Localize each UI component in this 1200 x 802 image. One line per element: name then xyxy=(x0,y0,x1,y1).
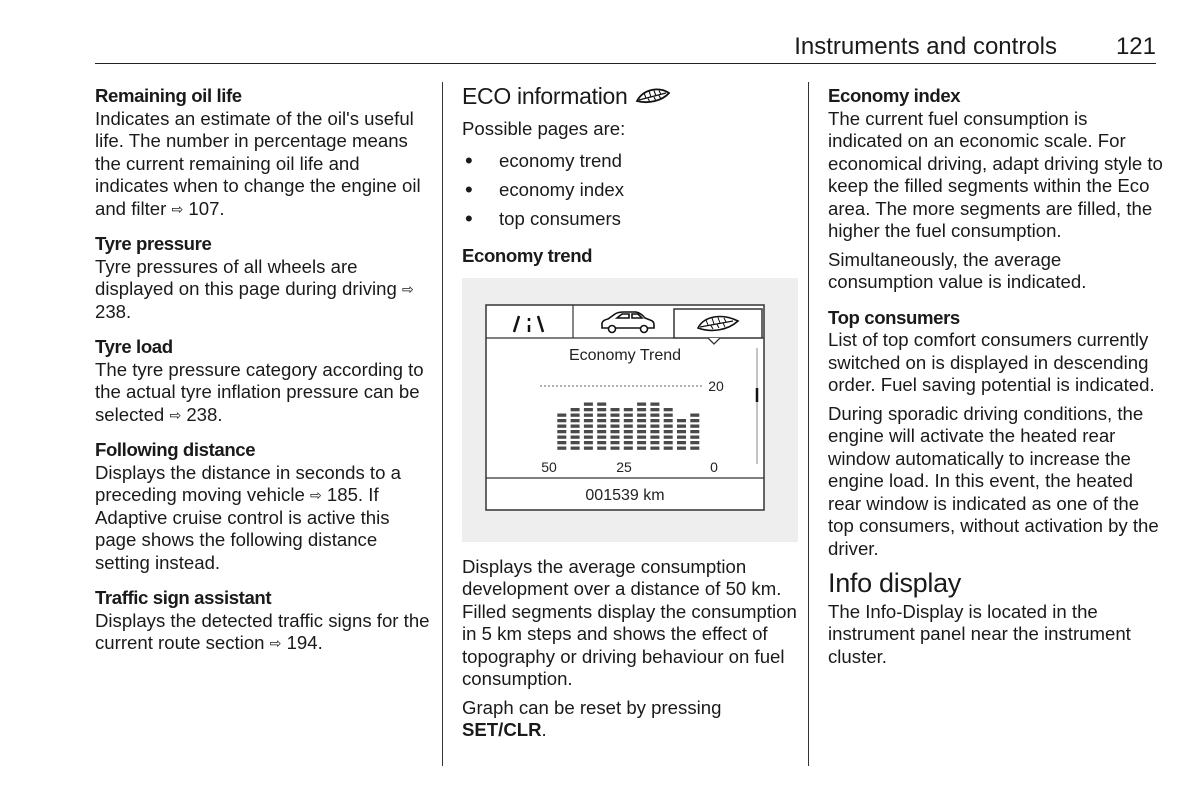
economy-trend-heading: Economy trend xyxy=(462,245,593,266)
section-text: The tyre pressure category according to the actual tyre inflation pressure can be selected ⇨ 238. xyxy=(95,358,424,425)
section-heading: Traffic sign assistant xyxy=(95,587,272,608)
bar-segment xyxy=(664,435,673,438)
page-ref-icon: ⇨ xyxy=(171,200,184,217)
bar-segment xyxy=(624,430,633,433)
bar-segment xyxy=(677,430,686,433)
bar-segment xyxy=(557,441,566,444)
bar-segment xyxy=(557,430,566,433)
bar-segment xyxy=(650,408,659,411)
intro-text: Possible pages are: xyxy=(462,117,626,139)
section-tyre-load xyxy=(95,336,431,426)
bar-segment xyxy=(584,402,593,405)
figure-title: Economy Trend xyxy=(568,346,682,364)
page-list xyxy=(462,146,798,233)
bar-segment xyxy=(597,413,606,416)
paragraph: The Info-Display is located in the instrument panel near the instrument cluster. xyxy=(828,600,1131,667)
tick-label: 50 xyxy=(541,458,557,475)
bar-segment xyxy=(637,402,646,405)
bar-segment xyxy=(571,435,580,438)
bar-segment xyxy=(690,424,699,427)
bar-segment xyxy=(650,424,659,427)
bar-segment xyxy=(650,402,659,405)
column-3 xyxy=(828,85,1164,674)
tick-label: 25 xyxy=(616,458,632,475)
bar-segment xyxy=(611,408,620,411)
bar-segment xyxy=(664,441,673,444)
bar-segment xyxy=(637,419,646,422)
column-divider xyxy=(808,82,809,766)
paragraph: Graph can be reset by pressing SET/CLR. xyxy=(462,696,722,740)
section-text: Indicates an estimate of the oil's useful life. The number in percentage means the current remaining oil life and indicates when to change the engine oil and filter ⇨ 107. xyxy=(95,107,421,219)
bar-segment xyxy=(677,435,686,438)
bar-segment xyxy=(584,424,593,427)
bar-segment xyxy=(571,419,580,422)
bar-segment xyxy=(637,408,646,411)
bar-segment xyxy=(611,430,620,433)
section-text: Displays the distance in seconds to a preceding moving vehicle ⇨ 185. If Adaptive cruise control is active this page shows the following distance setting instead. xyxy=(95,461,401,573)
trend-bar xyxy=(597,402,606,449)
eco-leaf-icon xyxy=(634,86,672,106)
bar-segment xyxy=(677,419,686,422)
bar-segment xyxy=(637,424,646,427)
bar-segment xyxy=(597,446,606,449)
bar-segment xyxy=(557,446,566,449)
running-header-title: Instruments and controls xyxy=(794,33,1057,60)
bar-segment xyxy=(597,402,606,405)
bar-segment xyxy=(690,441,699,444)
bar-segment xyxy=(584,413,593,416)
section-remaining-oil-life xyxy=(95,85,431,220)
bar-segment xyxy=(650,446,659,449)
bar-segment xyxy=(677,424,686,427)
bar-segment xyxy=(677,441,686,444)
bar-segment xyxy=(584,441,593,444)
bar-segment xyxy=(597,435,606,438)
bar-segment xyxy=(611,419,620,422)
section-following-distance xyxy=(95,439,431,574)
bar-segment xyxy=(637,435,646,438)
bar-segment xyxy=(597,424,606,427)
bar-segment xyxy=(584,408,593,411)
bar-segment xyxy=(571,446,580,449)
trend-bar xyxy=(650,402,659,449)
page-ref-icon: ⇨ xyxy=(310,487,322,503)
section-tyre-pressure xyxy=(95,233,431,323)
display-illustration xyxy=(462,278,790,542)
bar-segment xyxy=(624,446,633,449)
page-ref-icon: ⇨ xyxy=(402,281,414,297)
bar-segment xyxy=(664,413,673,416)
bar-segment xyxy=(624,413,633,416)
bar-segment xyxy=(690,430,699,433)
page-ref[interactable]: 107. xyxy=(188,197,225,219)
tick-label: 0 xyxy=(710,458,718,475)
bar-segment xyxy=(650,435,659,438)
bar-segment xyxy=(650,441,659,444)
section-text: Tyre pressures of all wheels are displayed on this page during driving ⇨ 238. xyxy=(95,255,414,322)
paragraph: List of top comfort consumers currently switched on is displayed in descending order. Fuel saving potential is indicated. xyxy=(828,329,1155,395)
bar-segment xyxy=(624,441,633,444)
paragraph: Displays the average consumption development over a distance of 50 km. Filled segments display the consumption in 5 km steps and shows the effect of topography or driving behaviour on fuel consumption. xyxy=(462,555,797,689)
bar-segment xyxy=(624,419,633,422)
paragraph: The current fuel consumption is indicated on an economic scale. For economical driving, adapt driving style to keep the filled segments within the Eco area. The more segments are filled, the higher the fuel consumption. xyxy=(828,107,1163,241)
list-item: • top consumers xyxy=(462,204,798,233)
bar-segment xyxy=(637,430,646,433)
bar-segment xyxy=(584,430,593,433)
page-ref[interactable]: 185. xyxy=(326,484,364,505)
bar-segment xyxy=(557,435,566,438)
page-ref-icon: ⇨ xyxy=(269,635,282,651)
eco-information-heading: ECO information xyxy=(462,85,798,108)
bar-segment xyxy=(597,441,606,444)
bar-segment xyxy=(611,441,620,444)
bar-segment xyxy=(584,435,593,438)
bar-segment xyxy=(611,446,620,449)
bar-segment xyxy=(557,419,566,422)
odometer-value: 001539 km xyxy=(585,486,665,504)
header-rule xyxy=(95,63,1156,64)
section-text: Displays the detected traffic signs for the current route section ⇨ 194. xyxy=(95,609,430,653)
bar-segment xyxy=(664,408,673,411)
bar-segment xyxy=(571,424,580,427)
page-ref[interactable]: 238. xyxy=(186,403,223,425)
bar-segment xyxy=(690,435,699,438)
bar-segment xyxy=(597,408,606,411)
bar-segment xyxy=(571,408,580,411)
list-item: • economy index xyxy=(462,175,798,204)
axis-max-label: 20 xyxy=(708,377,724,394)
info-display-heading: Info display xyxy=(828,568,961,598)
page-ref[interactable]: 238. xyxy=(95,300,132,322)
bar-segment xyxy=(650,419,659,422)
bar-segment xyxy=(664,446,673,449)
top-consumers-heading: Top consumers xyxy=(828,306,960,328)
bar-segment xyxy=(664,430,673,433)
bar-segment xyxy=(571,430,580,433)
bar-segment xyxy=(637,413,646,416)
section-heading: Tyre load xyxy=(95,336,173,357)
set-clr-button-label: SET/CLR xyxy=(462,719,542,740)
section-heading: Tyre pressure xyxy=(95,233,212,254)
bar-segment xyxy=(637,446,646,449)
bar-segment xyxy=(611,435,620,438)
bar-segment xyxy=(584,446,593,449)
paragraph: Simultaneously, the average consumption value is indicated. xyxy=(828,248,1087,292)
list-item: • economy trend xyxy=(462,146,798,175)
bar-segment xyxy=(677,446,686,449)
page-ref[interactable]: 194. xyxy=(286,632,323,653)
bar-segment xyxy=(664,419,673,422)
bar-segment xyxy=(650,413,659,416)
bar-segment xyxy=(637,441,646,444)
column-2 xyxy=(462,85,798,748)
section-heading: Remaining oil life xyxy=(95,85,242,106)
bar-segment xyxy=(597,430,606,433)
bar-segment xyxy=(690,446,699,449)
bar-segment xyxy=(571,441,580,444)
paragraph: During sporadic driving conditions, the engine will activate the heated rear window automatically to increase the engine load. In this event, the heated rear window is indicated as one of the top consumers, without activation by the driver. xyxy=(828,402,1159,559)
section-heading: Following distance xyxy=(95,439,256,460)
bar-segment xyxy=(690,413,699,416)
bar-segment xyxy=(584,419,593,422)
section-traffic-sign-assistant xyxy=(95,587,431,655)
bar-segment xyxy=(557,413,566,416)
bar-segment xyxy=(557,424,566,427)
trend-bar xyxy=(584,402,593,449)
bar-segment xyxy=(690,419,699,422)
page-number: 121 xyxy=(1115,33,1156,60)
bar-segment xyxy=(624,435,633,438)
bar-segment xyxy=(664,424,673,427)
bar-segment xyxy=(624,424,633,427)
trend-bar xyxy=(637,402,646,449)
column-divider xyxy=(442,82,443,766)
economy-trend-figure xyxy=(462,278,798,542)
bar-segment xyxy=(611,424,620,427)
economy-index-heading: Economy index xyxy=(828,85,961,106)
bar-segment xyxy=(571,413,580,416)
bar-segment xyxy=(597,419,606,422)
bar-segment xyxy=(650,430,659,433)
bar-segment xyxy=(624,408,633,411)
bar-segment xyxy=(611,413,620,416)
column-1 xyxy=(95,85,431,668)
page-ref-icon: ⇨ xyxy=(169,406,182,423)
